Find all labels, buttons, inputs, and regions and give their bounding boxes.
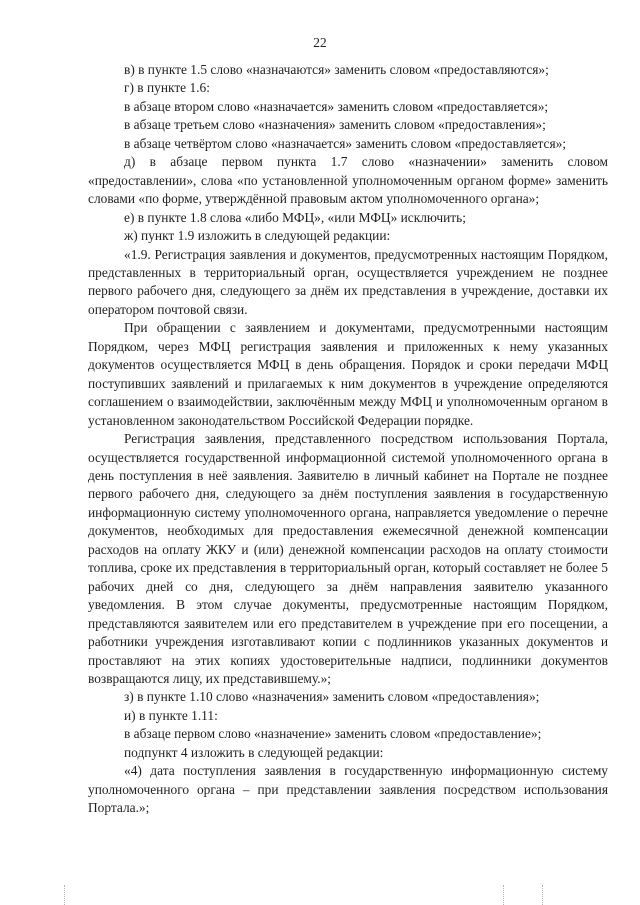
scan-edge-mark-right xyxy=(542,885,544,905)
amendment-i: и) в пункте 1.11: xyxy=(124,707,218,723)
amendment-z: з) в пункте 1.10 слово «назначения» заменить словом «предоставления»; xyxy=(124,689,540,705)
amendment-i-paragraph-1: в абзаце первом слово «назначение» заменить словом «предоставление»; xyxy=(124,726,542,742)
amendment-i-subpoint-4: подпункт 4 изложить в следующей редакции: xyxy=(124,744,384,760)
quoted-paragraph-2: При обращении с заявлением и документами, предусмотренными настоящим Порядком, через МФЦ регистрация заявления и приложенных к нему указанных документов осуществляется МФЦ в день обращения. Порядок и сроки передачи МФЦ поступивших заявлений и прилагаемых к ним документов в учреждение определяются соглашением о взаимодействии, заключённым между МФЦ и уполномоченным органом в установленном законодательством Российской Федерации порядке. xyxy=(88,320,608,428)
scan-edge-mark-center xyxy=(503,885,505,905)
quoted-paragraph-1: «1.9. Регистрация заявления и документов, предусмотренных настоящим Порядком, представленных в территориальный орган, осуществляется учреждением не позднее первого рабочего дня, следующего за днём их представления в учреждение, доставки их оператором почтовой связи. xyxy=(88,246,608,317)
amendment-g-paragraph-3: в абзаце третьем слово «назначения» заменить словом «предоставления»; xyxy=(124,117,546,133)
amendment-g: г) в пункте 1.6: xyxy=(124,80,210,96)
amendment-d: д) в абзаце первом пункта 1.7 слово «назначении» заменить словом «предоставлении», слова «по установленной уполномоченным органом форме» заменить словами «по форме, утверждённой правовым актом уполномоченного органа»; xyxy=(88,154,608,207)
scan-edge-mark-left xyxy=(64,885,66,905)
amendment-e: е) в пункте 1.8 слова «либо МФЦ», «или МФЦ» исключить; xyxy=(124,209,466,225)
amendment-zh: ж) пункт 1.9 изложить в следующей редакции: xyxy=(124,228,391,244)
quoted-subpoint-4: «4) дата поступления заявления в государственную информационную систему уполномоченного органа – при представлении заявления посредством использования Портала.»; xyxy=(88,763,608,816)
document-body xyxy=(88,61,608,818)
page-number: 22 xyxy=(313,35,327,50)
amendment-v: в) в пункте 1.5 слово «назначаются» заменить словом «предоставляются»; xyxy=(124,62,549,77)
amendment-g-paragraph-4: в абзаце четвёртом слово «назначается» заменить словом «предоставляется»; xyxy=(124,135,567,151)
quoted-paragraph-3: Регистрация заявления, представленного посредством использования Портала, осуществляется государственной информационной системой уполномоченного органа в день поступления в неё заявления. Заявителю в личный кабинет на Портале не позднее первого рабочего дня, следующего за днём поступления заявления в государственную информационную систему уполномоченного органа, направляется уведомление о перечне документов, необходимых для предоставления ежемесячной денежной компенсации расходов на оплату ЖКУ и (или) денежной компенсации расходов на оплату стоимости топлива, сроке их представления в территориальный орган, который составляет не более 5 рабочих дней со дня, следующего за днём направления заявителю указанного уведомления. В этом случае документы, предусмотренные настоящим Порядком, представляются заявителем или его представителем в учреждение при его посещении, а работники учреждения изготавливают копии с подлинников указанных документов и проставляют на этих копиях удостоверительные надписи, подлинники документов возвращаются лицу, их представившему.»; xyxy=(88,431,608,686)
amendment-g-paragraph-2: в абзаце втором слово «назначается» заменить словом «предоставляется»; xyxy=(124,98,549,114)
